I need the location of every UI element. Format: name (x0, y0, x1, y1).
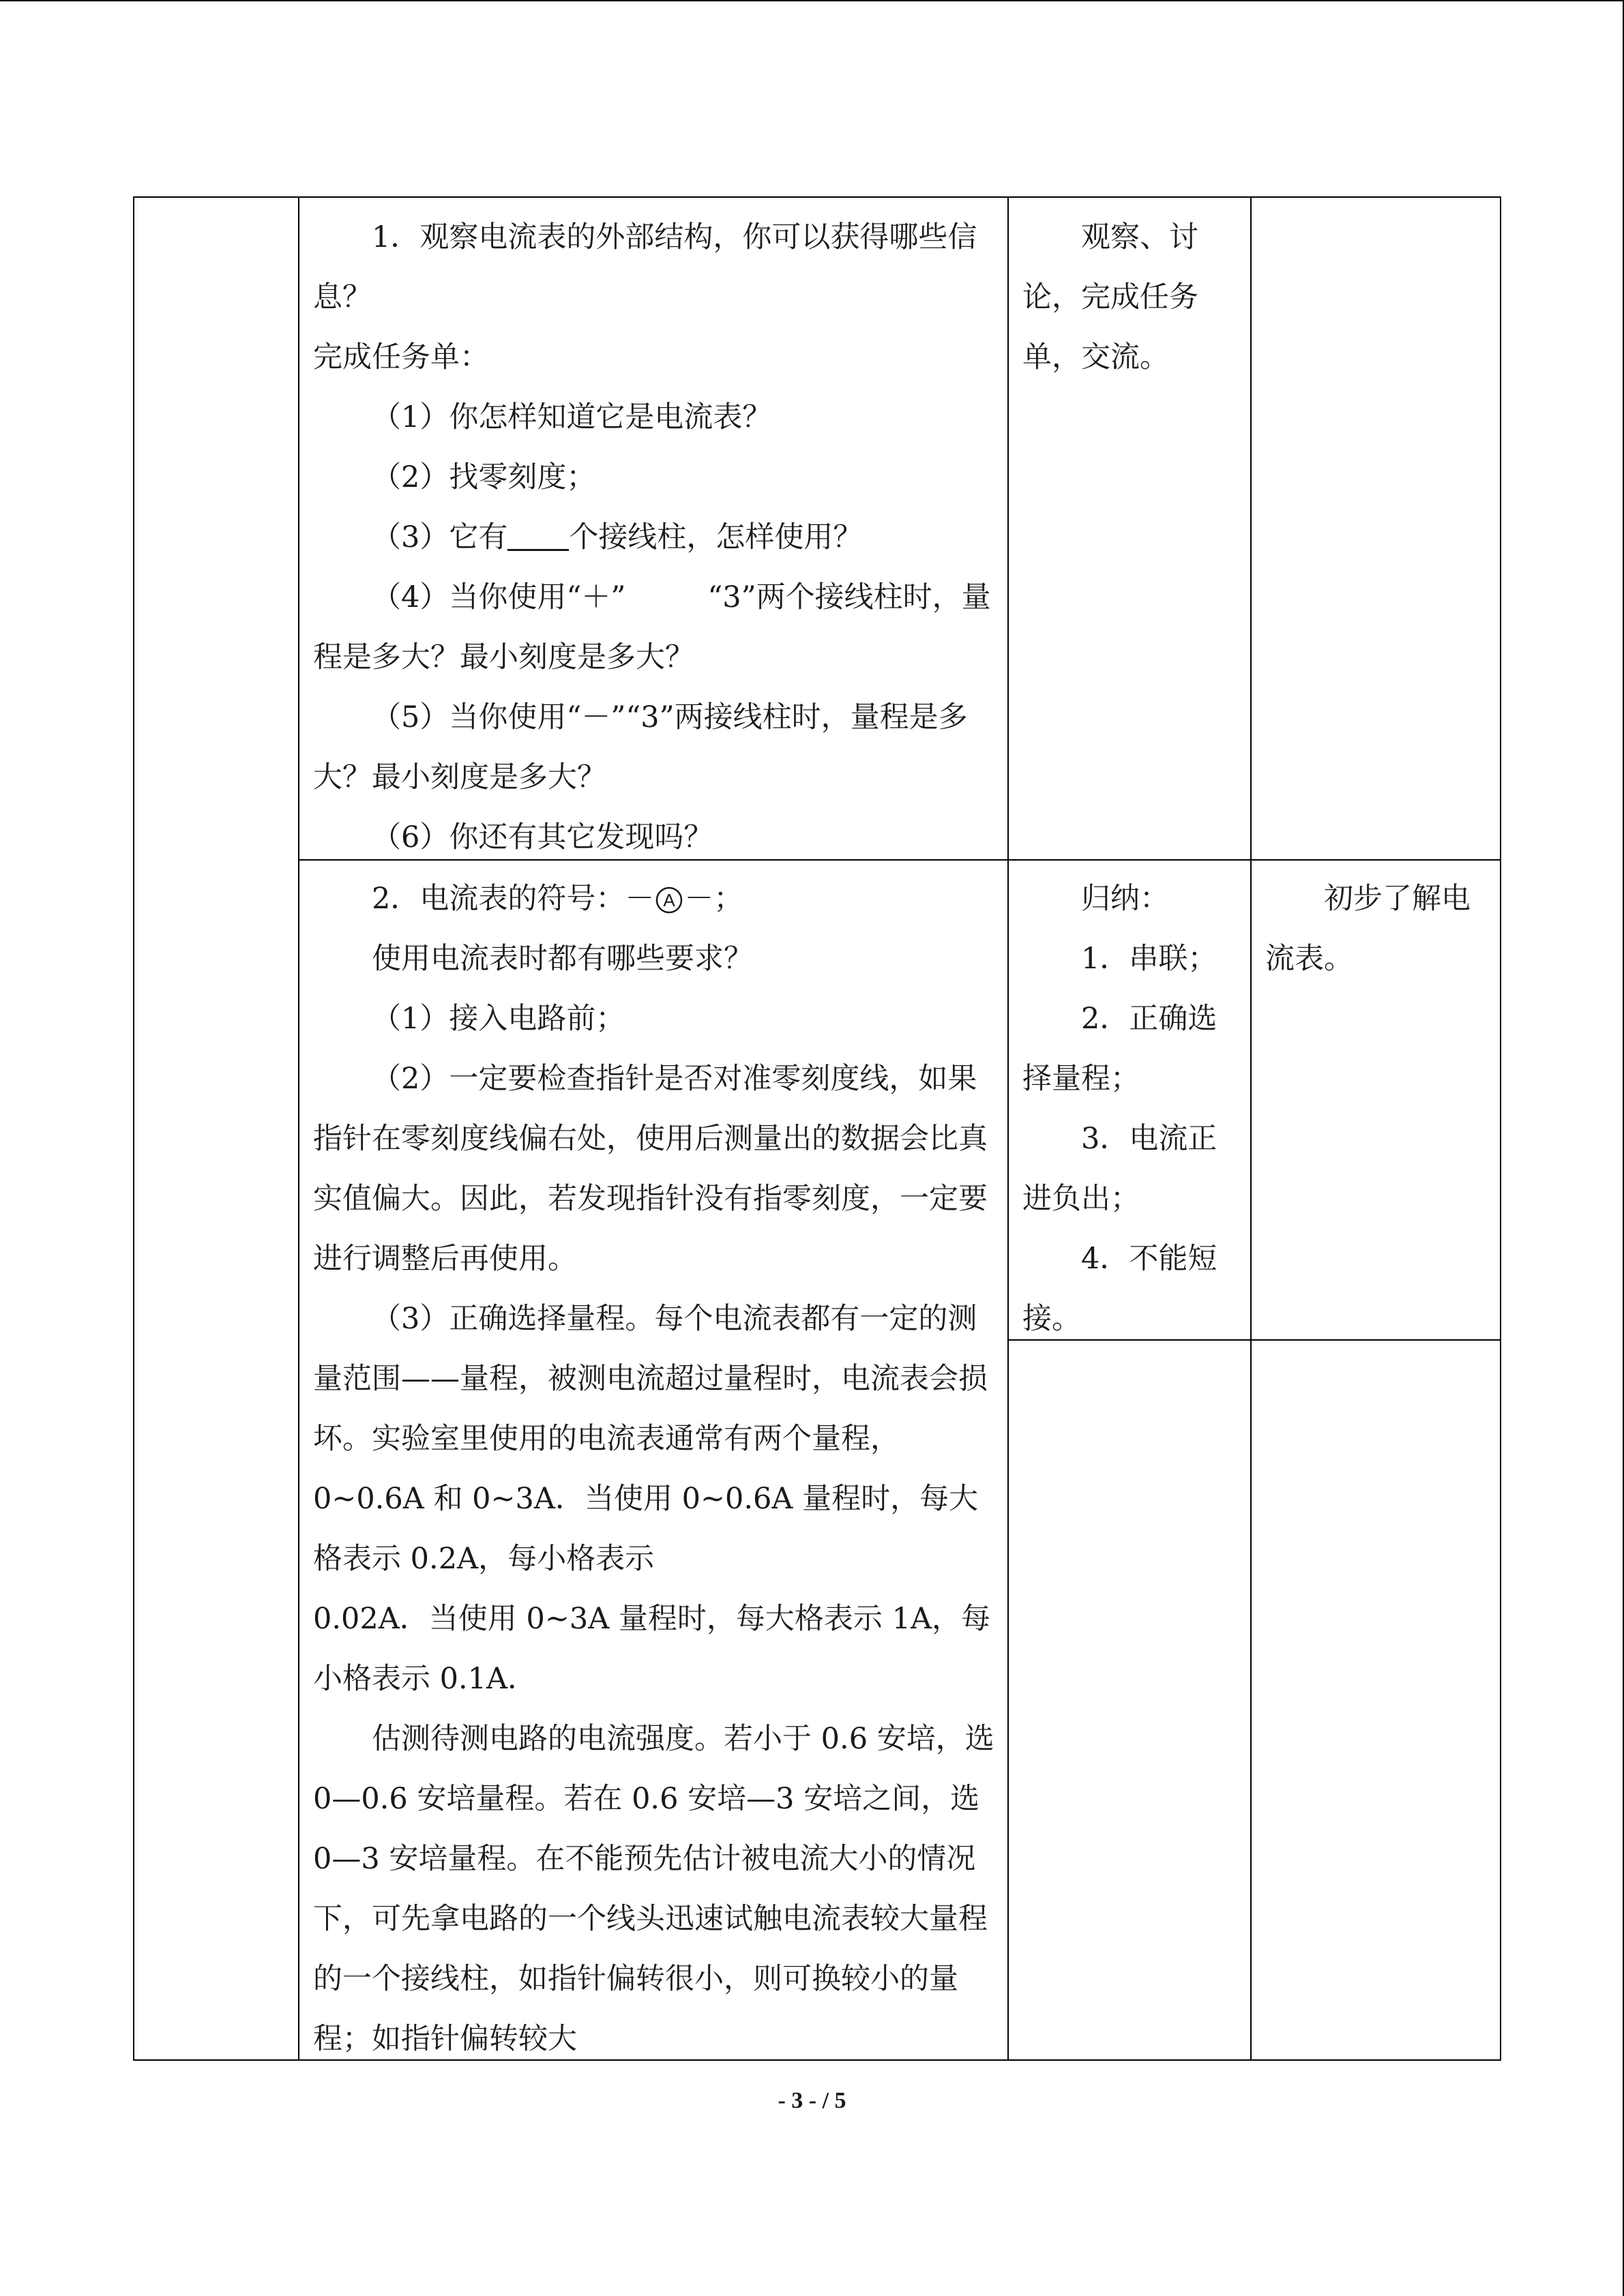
requirement-2: （2）一定要检查指针是否对准零刻度线，如果指针在零刻度线偏右处，使用后测量出的数据会比真实值偏大。因此，若发现指针没有指零刻度，一定要进行调整后再使用。 (313, 1062, 988, 1276)
section1-heading: 1．观察电流表的外部结构，你可以获得哪些信息？ (313, 220, 977, 314)
question-3 (313, 507, 995, 567)
question-4-pre: （4）当你使用“＋” (372, 580, 626, 614)
range-estimation: 估测待测电路的电流强度。若小于 0.6 安培，选 0—0.6 安培量程。若在 0.6 安培—3 安培之间，选 0—3 安培量程。在不能预先估计被电流大小的情况下，可先拿电路的一个线头迅速试触电流表较大量程的一个接线柱，如指针偏转很小，则可换较小的量程；如指针偏转较大 (313, 1722, 994, 2056)
requirements-question: 使用电流表时都有哪些要求？ (372, 942, 753, 976)
section1-content (313, 207, 995, 867)
question-5: （5）当你使用“－”“3”两接线柱时，量程是多大？最小刻度是多大？ (313, 700, 968, 794)
summary-title: 归纳： (1081, 882, 1169, 916)
section2-content (313, 869, 995, 2069)
question-1: （1）你怎样知道它是电流表？ (372, 400, 772, 434)
column-divider-2 (1007, 198, 1009, 2059)
ammeter-symbol-icon (654, 885, 684, 915)
fill-blank (507, 522, 569, 551)
question-4 (313, 567, 995, 687)
summary-1: 1．串联； (1081, 942, 1217, 976)
column-divider-1 (298, 198, 299, 2059)
summary-2: 2．正确选择量程； (1022, 1002, 1217, 1096)
page-number: - 3 - / 5 (778, 2088, 846, 2113)
question-2: （2）找零刻度； (372, 460, 596, 494)
section2-intent (1265, 869, 1490, 989)
requirement-3: （3）正确选择量程。每个电流表都有一定的测量范围——量程，被测电流超过量程时，电流表会损坏。实验室里使用的电流表通常有两个量程，0~0.6A 和 0~3A．当使用 0~0.6A 量程时，每大格表示 0.2A，每小格表示 (313, 1302, 988, 1576)
ammeter-symbol-letter: A (663, 890, 676, 910)
requirement-1: （1）接入电路前； (372, 1002, 625, 1036)
symbol-pre: 2．电流表的符号：－ (372, 882, 655, 916)
question-6: （6）你还有其它发现吗？ (372, 820, 713, 854)
ammeter-symbol-line (313, 869, 995, 929)
question-3-post: 个接线柱，怎样使用？ (569, 520, 863, 554)
lesson-table (133, 196, 1501, 2061)
summary-3: 3．电流正进负出； (1022, 1122, 1217, 1216)
question-4-post: “3”两个接线柱时，量程是多大？最小刻度是多大？ (313, 580, 991, 674)
student-activity-text: 观察、讨论，完成任务单，交流。 (1022, 220, 1198, 374)
task-label: 完成任务单： (313, 340, 489, 374)
question-3-pre: （3）它有 (372, 520, 508, 554)
intent-text: 初步了解电流表。 (1265, 882, 1471, 976)
column-divider-3 (1250, 198, 1252, 2059)
requirement-3-cont: 0.02A．当使用 0~3A 量程时，每大格表示 1A，每小格表示 0.1A． (313, 1602, 991, 1696)
summary-4: 4．不能短接。 (1022, 1242, 1217, 1336)
section1-student-activity (1022, 207, 1239, 387)
section2-summary (1022, 869, 1239, 1349)
symbol-post: －； (684, 882, 743, 916)
